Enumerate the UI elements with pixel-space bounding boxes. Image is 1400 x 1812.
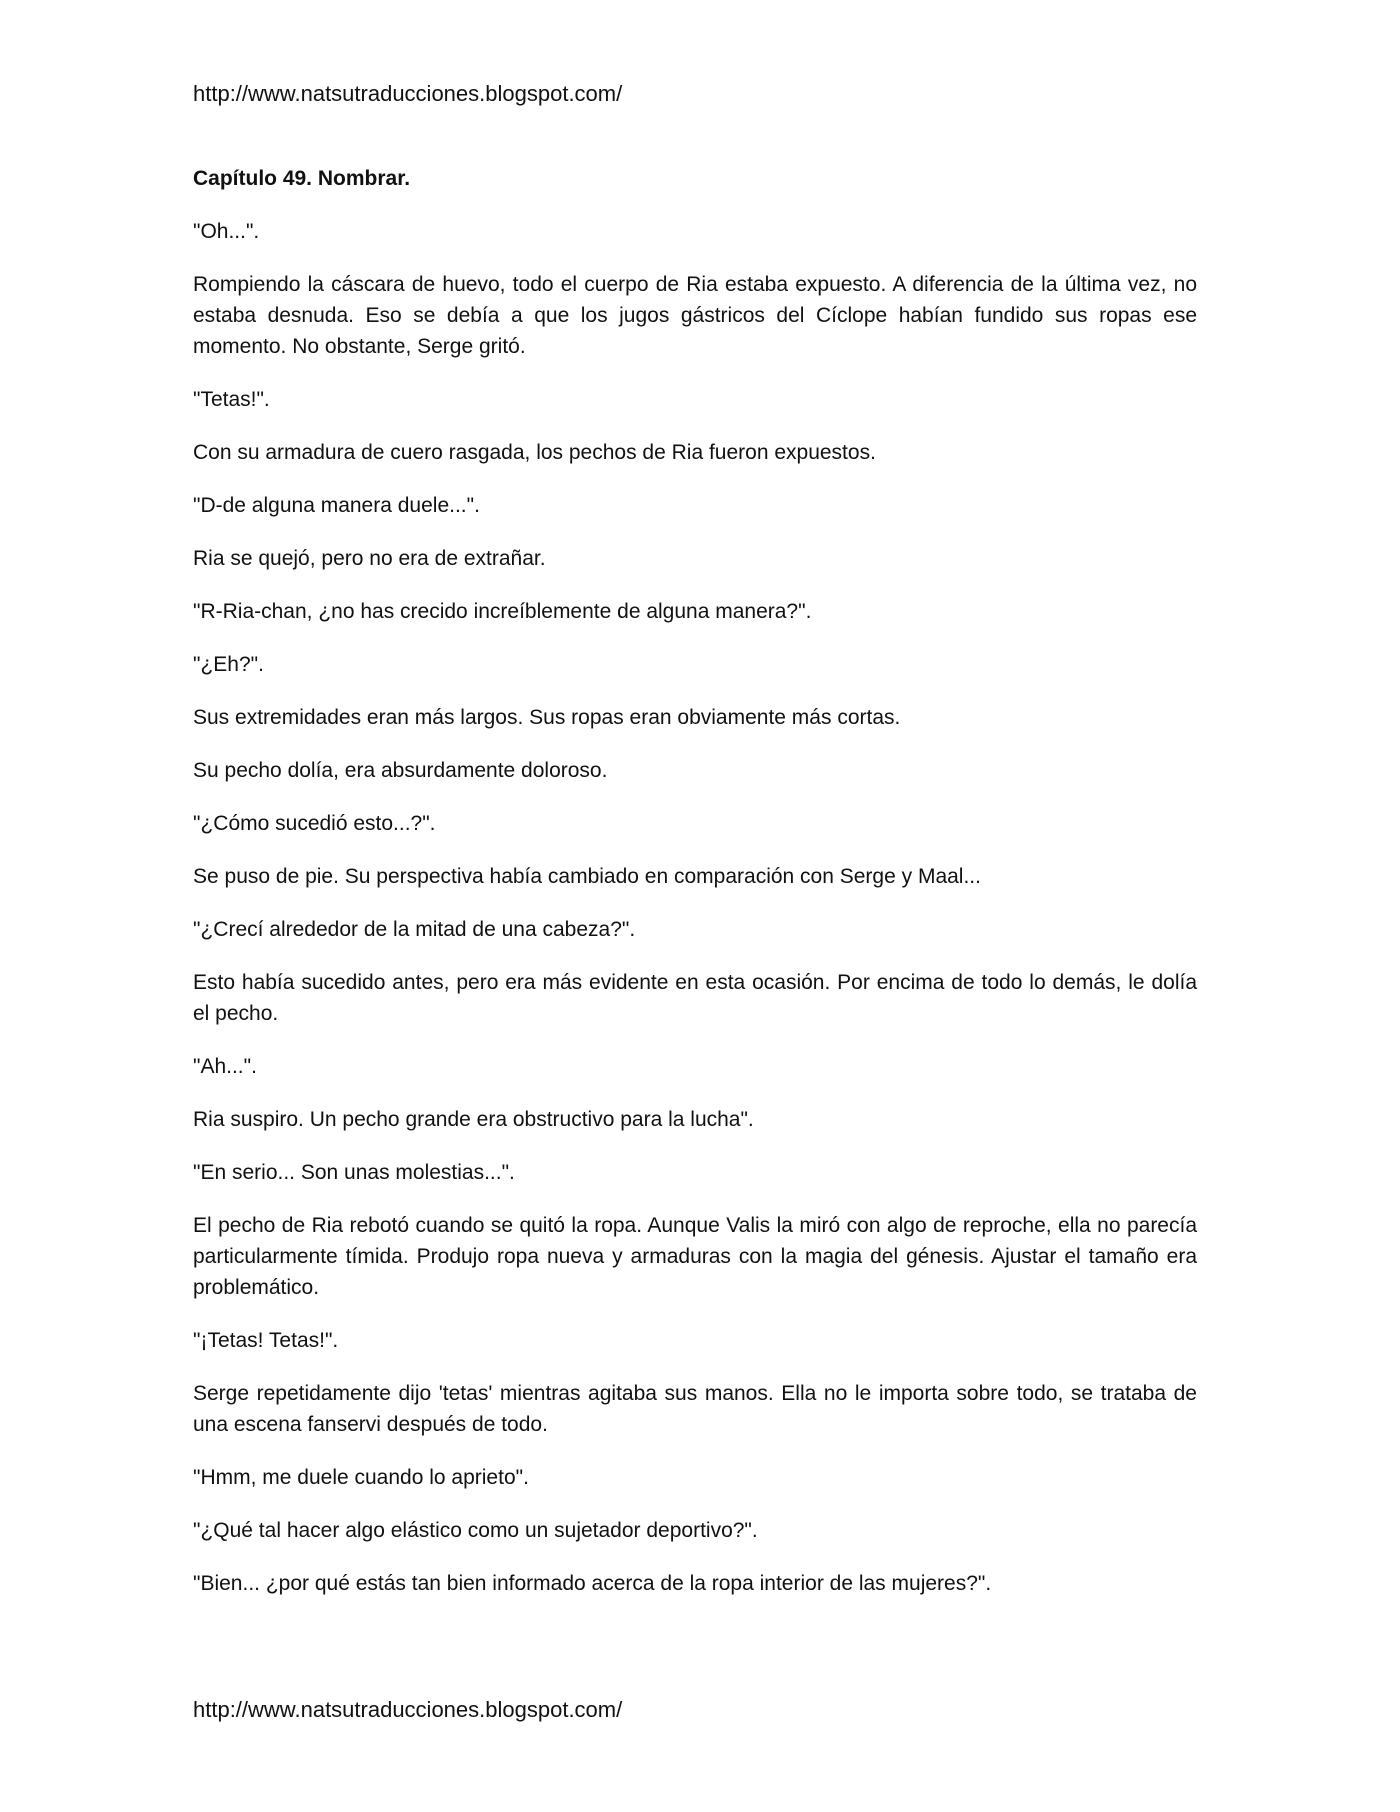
paragraph: "Hmm, me duele cuando lo aprieto". bbox=[193, 1466, 529, 1489]
paragraph: El pecho de Ria rebotó cuando se quitó la ropa. Aunque Valis la miró con algo de reproche, ella no parecía particularmente tímida. Produjo ropa nueva y armaduras con la magia del génesis. Ajustar el tamaño era problemático. bbox=[193, 1214, 1197, 1299]
footer-url: http://www.natsutraducciones.blogspot.com/ bbox=[193, 1697, 623, 1722]
header-url: http://www.natsutraducciones.blogspot.com/ bbox=[193, 81, 623, 106]
paragraph: "¿Qué tal hacer algo elástico como un sujetador deportivo?". bbox=[193, 1519, 758, 1542]
paragraph: "En serio... Son unas molestias...". bbox=[193, 1161, 515, 1184]
paragraph: Ria suspiro. Un pecho grande era obstructivo para la lucha". bbox=[193, 1108, 754, 1131]
paragraph: "Oh...". bbox=[193, 220, 260, 243]
document-body bbox=[193, 163, 1197, 1621]
paragraph: "¿Crecí alrededor de la mitad de una cabeza?". bbox=[193, 918, 636, 941]
paragraph: "¡Tetas! Tetas!". bbox=[193, 1329, 339, 1352]
paragraph: Sus extremidades eran más largos. Sus ropas eran obviamente más cortas. bbox=[193, 706, 901, 729]
paragraph: "¿Cómo sucedió esto...?". bbox=[193, 812, 436, 835]
paragraph: Su pecho dolía, era absurdamente doloroso. bbox=[193, 759, 608, 782]
chapter-title: Capítulo 49. Nombrar. bbox=[193, 167, 411, 190]
paragraph: Ria se quejó, pero no era de extrañar. bbox=[193, 547, 546, 570]
paragraph: "Ah...". bbox=[193, 1055, 257, 1078]
paragraph: Serge repetidamente dijo 'tetas' mientras agitaba sus manos. Ella no le importa sobre todo, se trataba de una escena fanservi después de todo. bbox=[193, 1382, 1197, 1436]
paragraph: Con su armadura de cuero rasgada, los pechos de Ria fueron expuestos. bbox=[193, 441, 876, 464]
paragraph: "Bien... ¿por qué estás tan bien informado acerca de la ropa interior de las mujeres?". bbox=[193, 1572, 992, 1595]
paragraph: "¿Eh?". bbox=[193, 653, 264, 676]
paragraph: Se puso de pie. Su perspectiva había cambiado en comparación con Serge y Maal... bbox=[193, 865, 981, 888]
paragraph: "R-Ria-chan, ¿no has crecido increíblemente de alguna manera?". bbox=[193, 600, 812, 623]
paragraph: "Tetas!". bbox=[193, 388, 270, 411]
paragraph: "D-de alguna manera duele...". bbox=[193, 494, 480, 517]
paragraph: Esto había sucedido antes, pero era más evidente en esta ocasión. Por encima de todo lo demás, le dolía el pecho. bbox=[193, 971, 1197, 1025]
paragraph: Rompiendo la cáscara de huevo, todo el cuerpo de Ria estaba expuesto. A diferencia de la última vez, no estaba desnuda. Eso se debía a que los jugos gástricos del Cíclope habían fundido sus ropas ese momento. No obstante, Serge gritó. bbox=[193, 273, 1197, 358]
